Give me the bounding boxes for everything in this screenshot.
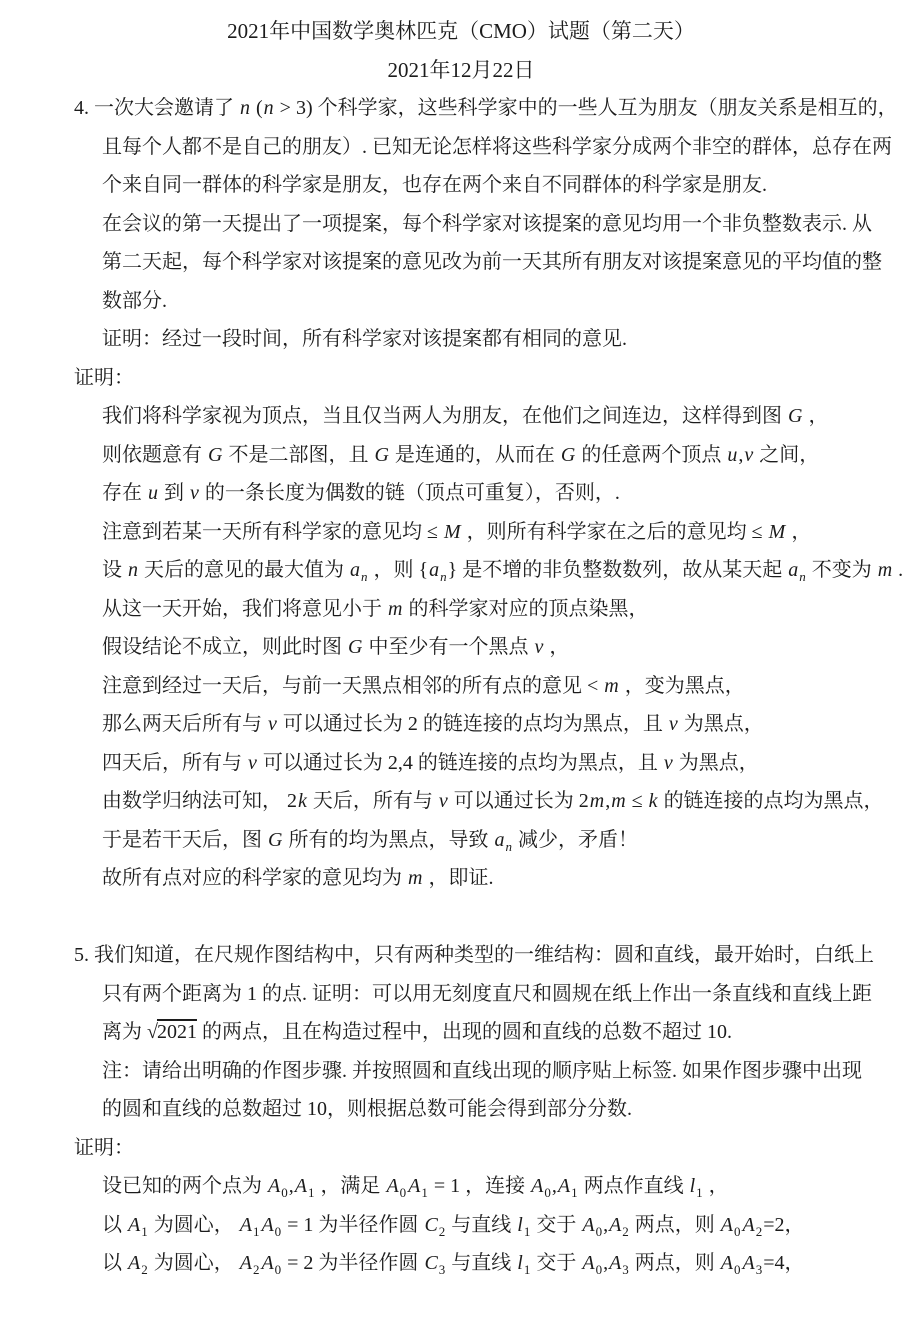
math-m: v xyxy=(438,790,448,812)
text: 注意到经过一天后，与前一天黑点相邻的所有点的意见 < xyxy=(102,674,604,697)
text: ， xyxy=(786,520,812,543)
text: 以 xyxy=(102,1252,127,1274)
math-m: G xyxy=(348,636,363,658)
text: 为黑点， xyxy=(678,713,764,735)
text: 的链连接的点均为黑点， xyxy=(658,790,884,812)
math-m: A xyxy=(582,1213,595,1236)
math-m: M xyxy=(768,520,786,543)
text: 于是若干天后，图 xyxy=(102,828,267,851)
text: 设已知的两个点为 xyxy=(102,1175,267,1197)
text: 存在 xyxy=(102,482,147,504)
math-m: k xyxy=(648,790,658,812)
text: 两点，则 xyxy=(629,1252,720,1274)
text-line xyxy=(0,359,922,398)
math-sub: 2 xyxy=(252,1262,260,1277)
text: , xyxy=(738,443,744,466)
text: =4， xyxy=(763,1252,805,1274)
math-m: v xyxy=(268,713,277,735)
text: 不变为 xyxy=(806,559,877,581)
text: 所有的均为黑点，导致 xyxy=(283,828,494,851)
text: 四天后，所有与 xyxy=(102,751,247,774)
text: 故所有点对应的科学家的意见均为 xyxy=(102,867,407,889)
text: ，即证. xyxy=(423,867,494,889)
text: 与直线 xyxy=(446,1213,517,1236)
text: 天后的意见的最大值为 xyxy=(139,559,349,581)
text: 且每个人都不是自己的朋友）. 已知无论怎样将这些科学家分成两个非空的群体，总存在两 xyxy=(102,135,892,158)
math-m: G xyxy=(208,443,223,466)
math-m: n xyxy=(128,559,138,581)
math-m: A xyxy=(609,1252,622,1274)
math-sub: 1 xyxy=(421,1185,428,1200)
text: 为圆心， xyxy=(148,1213,239,1236)
math-m: a xyxy=(494,828,505,851)
document-date: 2021年12月22日 xyxy=(387,57,535,82)
text: 不是二部图，且 xyxy=(223,443,374,466)
math-m: m xyxy=(589,790,605,812)
text: 之间， xyxy=(754,443,820,466)
problem-4-statement xyxy=(0,89,922,359)
math-m: v xyxy=(248,751,257,774)
math-sub: 1 xyxy=(141,1223,148,1239)
problem-5-proof xyxy=(0,1129,922,1283)
text: 在会议的第一天提出了一项提案，每个科学家对该提案的意见均用一个非负整数表示. 从 xyxy=(102,212,872,235)
text: 个来自同一群体的科学家是朋友，也存在两个来自不同群体的科学家是朋友. xyxy=(102,174,767,196)
math-m: A xyxy=(128,1213,141,1236)
text: ( xyxy=(251,97,263,119)
text-line xyxy=(0,1244,922,1283)
math-m: v xyxy=(744,443,754,466)
text: 则依题意有 xyxy=(102,443,207,466)
math-m: A xyxy=(261,1213,274,1236)
math-sub: 1 xyxy=(523,1223,531,1239)
math-sub: 3 xyxy=(622,1262,629,1277)
text-line xyxy=(0,397,922,436)
text-line xyxy=(0,1090,922,1129)
text-line xyxy=(0,590,922,629)
math-m: G xyxy=(268,828,283,851)
math-sub: 0 xyxy=(544,1185,551,1200)
text: 只有两个距离为 1 的点. 证明：可以用无刻度直尺和圆规在纸上作出一条直线和直线上距 xyxy=(102,982,872,1005)
text-line xyxy=(0,436,922,475)
math-m: A xyxy=(408,1175,421,1197)
text: 由数学归纳法可知， 2 xyxy=(102,790,297,812)
math-m: C xyxy=(424,1213,438,1236)
math-sub: 0 xyxy=(595,1262,603,1277)
text: 注：请给出明确的作图步骤. 并按照圆和直线出现的顺序贴上标签. 如果作图步骤中出现 xyxy=(102,1059,862,1082)
text: , xyxy=(605,790,611,812)
math-m: A xyxy=(239,1213,252,1236)
text: 可以通过长为 2 的链连接的点均为黑点，且 xyxy=(277,713,668,735)
math-ol: 2021 xyxy=(156,1021,197,1043)
text: 离为 xyxy=(102,1021,147,1043)
text: 两点作直线 xyxy=(578,1175,689,1197)
text: 注意到若某一天所有科学家的意见均 ≤ xyxy=(102,520,443,543)
text: ， xyxy=(544,636,570,658)
math-m: v xyxy=(663,751,673,774)
text: 可以通过长为 2,4 的链连接的点均为黑点，且 xyxy=(257,751,663,774)
math-rad: √ xyxy=(147,1021,157,1043)
math-sub: 0 xyxy=(399,1185,407,1200)
text: 那么两天后所有与 xyxy=(102,713,267,735)
math-m: G xyxy=(560,443,576,466)
math-m: A xyxy=(742,1252,755,1274)
problem-5-statement xyxy=(0,936,922,1129)
text-line xyxy=(0,705,922,744)
text: 到 xyxy=(159,482,189,504)
math-msub: n xyxy=(799,569,806,584)
text: ≤ xyxy=(626,790,648,812)
text-line xyxy=(0,628,922,667)
text: 与直线 xyxy=(446,1252,517,1274)
math-m: A xyxy=(557,1175,571,1197)
text-line xyxy=(0,1052,922,1091)
text: 的科学家对应的顶点染黑， xyxy=(403,597,649,620)
text: } 是不增的非负整数数列，故从某天起 xyxy=(447,559,788,581)
math-m: A xyxy=(386,1175,399,1197)
text: = 1 为半径作圆 xyxy=(282,1213,424,1236)
text-line xyxy=(0,859,922,898)
math-m: m xyxy=(604,674,619,697)
text: 的两点，且在构造过程中，出现的圆和直线的总数不超过 10. xyxy=(196,1021,732,1043)
math-m: a xyxy=(350,559,360,581)
math-sub: 2 xyxy=(438,1223,446,1239)
text: 两点，则 xyxy=(629,1213,720,1236)
text: 证明： xyxy=(74,1136,134,1159)
math-m: G xyxy=(374,443,389,466)
text: = 2 为半径作圆 xyxy=(282,1252,424,1274)
text: 的一条长度为偶数的链（顶点可重复），否则，. xyxy=(199,482,620,504)
math-msub: n xyxy=(505,838,512,854)
math-m: m xyxy=(877,559,893,581)
math-m: k xyxy=(298,790,307,812)
text: 的任意两个顶点 xyxy=(576,443,727,466)
text: ， xyxy=(703,1175,729,1197)
math-m: A xyxy=(294,1175,307,1197)
math-m: A xyxy=(582,1252,595,1274)
text: 交于 xyxy=(531,1252,582,1274)
math-m: m xyxy=(408,867,423,889)
document-title: 2021年中国数学奥林匹克（CMO）试题（第二天） xyxy=(227,19,695,43)
text: 天后，所有与 xyxy=(307,790,438,812)
text: , xyxy=(603,1213,609,1236)
text-line xyxy=(0,667,922,706)
math-sub: 1 xyxy=(696,1185,703,1200)
text: 我们将科学家视为顶点，当且仅当两人为朋友，在他们之间连边，这样得到图 xyxy=(102,405,787,427)
text-line xyxy=(0,821,922,860)
math-m: v xyxy=(534,636,544,658)
text: = 1 ，连接 xyxy=(428,1175,531,1197)
text-line xyxy=(0,936,922,975)
blank-line xyxy=(0,898,922,937)
text-line xyxy=(0,320,922,359)
math-m: A xyxy=(720,1213,733,1236)
text: 交于 xyxy=(531,1213,582,1236)
math-sub: 0 xyxy=(274,1223,282,1239)
math-m: G xyxy=(788,405,803,427)
text-line xyxy=(0,243,922,282)
math-m: A xyxy=(239,1252,252,1274)
math-msub: n xyxy=(440,569,447,584)
math-sub: 1 xyxy=(523,1262,531,1277)
math-sub: 2 xyxy=(141,1262,148,1277)
math-m: m xyxy=(611,790,626,812)
text: , xyxy=(288,1175,294,1197)
text: 证明： xyxy=(74,366,134,389)
math-m: l xyxy=(689,1175,696,1197)
text: 为黑点， xyxy=(673,751,759,774)
text: 减少，矛盾！ xyxy=(512,828,638,851)
text-line xyxy=(0,282,922,321)
text: 以 xyxy=(102,1213,127,1236)
text-line xyxy=(0,782,922,821)
math-m: C xyxy=(424,1252,438,1274)
text: 是连通的，从而在 xyxy=(389,443,560,466)
math-m: l xyxy=(517,1213,523,1236)
text: 数部分. xyxy=(102,289,167,312)
math-sub: 1 xyxy=(571,1185,578,1200)
text: 设 xyxy=(102,559,127,581)
text: ， xyxy=(803,405,829,427)
math-m: v xyxy=(190,482,199,504)
math-m: n xyxy=(240,97,250,119)
math-sub: 0 xyxy=(274,1262,282,1277)
math-m: A xyxy=(720,1252,733,1274)
math-m: u xyxy=(148,482,158,504)
math-m: A xyxy=(261,1252,274,1274)
math-sub: 0 xyxy=(734,1223,741,1239)
text-line xyxy=(0,744,922,783)
math-m: v xyxy=(668,713,678,735)
math-m: A xyxy=(609,1213,622,1236)
text: ，变为黑点， xyxy=(619,674,745,697)
text: =2， xyxy=(763,1213,805,1236)
text: 可以通过长为 2 xyxy=(448,790,589,812)
math-m: A xyxy=(268,1175,281,1197)
text-line xyxy=(0,128,922,167)
math-sub: 1 xyxy=(307,1185,315,1200)
math-sub: 3 xyxy=(438,1262,446,1277)
math-m: l xyxy=(517,1252,523,1274)
text-line xyxy=(0,474,922,513)
math-sub: 0 xyxy=(734,1262,741,1277)
text: 5. 我们知道，在尺规作图结构中，只有两种类型的一维结构：圆和直线，最开始时，白纸上 xyxy=(74,944,874,966)
text: 4. 一次大会邀请了 xyxy=(74,97,239,119)
text-line xyxy=(0,1167,922,1206)
text: 第二天起，每个科学家对该提案的意见改为前一天其所有朋友对该提案意见的平均值的整 xyxy=(102,251,882,273)
math-m: A xyxy=(531,1175,544,1197)
text: > 3) xyxy=(274,97,318,119)
text-line xyxy=(0,1129,922,1168)
text-line xyxy=(0,166,922,205)
text: ，则所有科学家在之后的意见均 ≤ xyxy=(461,520,768,543)
text: 假设结论不成立，则此时图 xyxy=(102,636,347,658)
text-line xyxy=(0,551,922,590)
math-m: u xyxy=(727,443,738,466)
text: ，则 { xyxy=(368,559,429,581)
math-m: A xyxy=(742,1213,755,1236)
math-sub: 1 xyxy=(252,1223,260,1239)
problem-4-proof xyxy=(0,359,922,898)
math-m: A xyxy=(128,1252,141,1274)
math-m: n xyxy=(263,97,274,119)
math-sub: 3 xyxy=(755,1262,763,1277)
text: , xyxy=(551,1175,557,1197)
math-m: m xyxy=(388,597,403,620)
math-sub: 0 xyxy=(595,1223,603,1239)
text: 从这一天开始，我们将意见小于 xyxy=(102,597,387,620)
math-sub: 0 xyxy=(281,1185,288,1200)
math-m: M xyxy=(443,520,461,543)
text: , xyxy=(603,1252,609,1274)
text: 证明：经过一段时间，所有科学家对该提案都有相同的意见. xyxy=(102,328,627,350)
math-sub: 2 xyxy=(622,1223,629,1239)
text-line xyxy=(0,1206,922,1245)
text: ，满足 xyxy=(315,1175,386,1197)
math-m: a xyxy=(429,559,440,581)
text-line xyxy=(0,205,922,244)
math-msub: n xyxy=(361,569,368,584)
text-line xyxy=(0,513,922,552)
text: 中至少有一个黑点 xyxy=(363,636,534,658)
text: 为圆心， xyxy=(148,1252,239,1274)
text-line xyxy=(0,1013,922,1052)
math-m: a xyxy=(788,559,799,581)
text-line xyxy=(0,89,922,128)
text-line xyxy=(0,975,922,1014)
text: . xyxy=(893,559,904,581)
text: 个科学家，这些科学家中的一些人互为朋友（朋友关系是相互的， xyxy=(317,97,898,119)
math-sub: 2 xyxy=(755,1223,763,1239)
text: 的圆和直线的总数超过 10，则根据总数可能会得到部分分数. xyxy=(102,1098,632,1120)
